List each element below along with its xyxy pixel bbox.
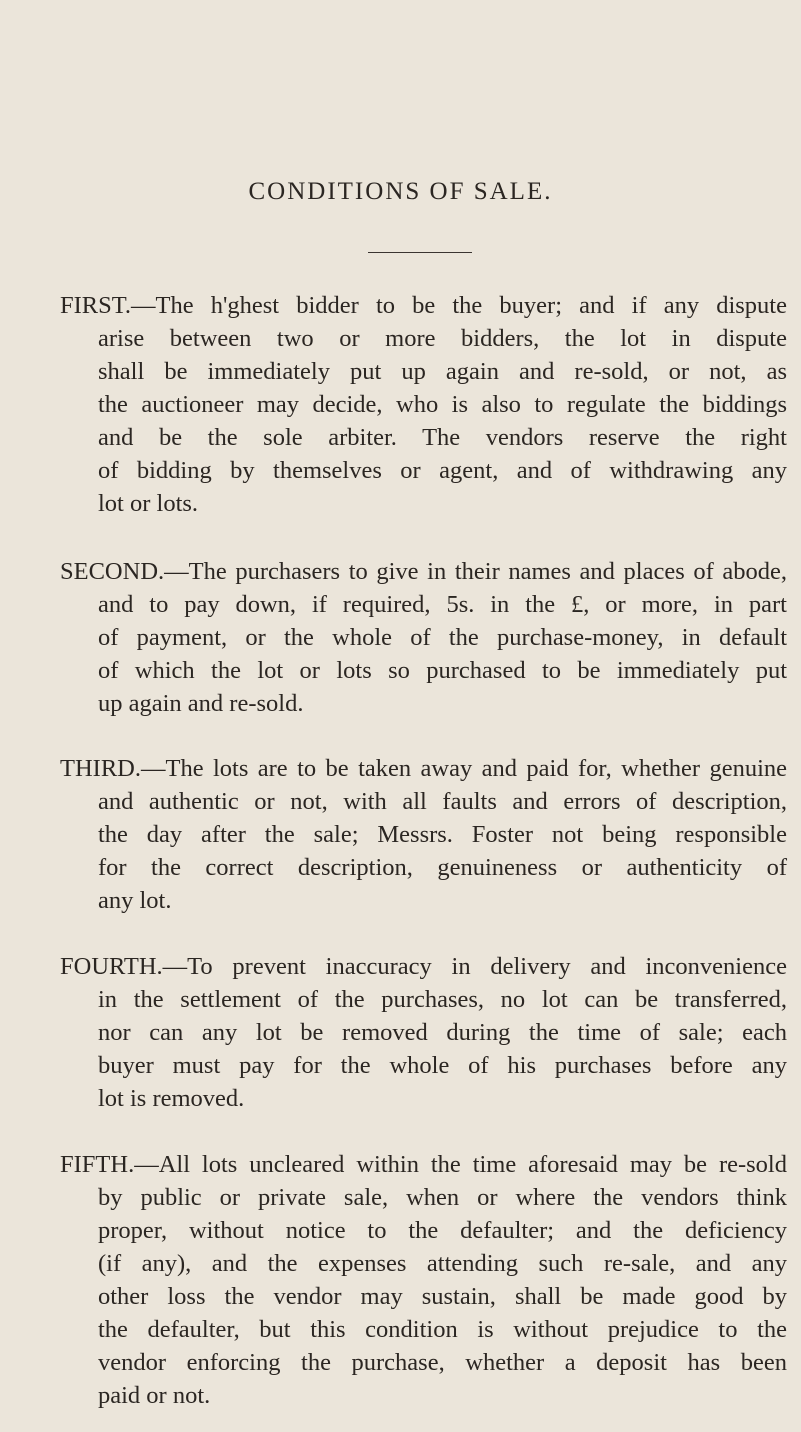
title-divider bbox=[368, 252, 472, 253]
condition-second-line-5: up again and re-sold. bbox=[98, 690, 304, 717]
condition-first-line-4: the auctioneer may decide, who is also to regulate the biddings bbox=[98, 391, 787, 418]
condition-fifth-line-7: vendor enforcing the purchase, whether a deposit has been bbox=[98, 1349, 787, 1376]
condition-fifth-line-1: FIFTH.—All lots uncleared within the time aforesaid may be re-sold bbox=[60, 1151, 787, 1178]
condition-fifth-line-3: proper, without notice to the defaulter; and the deficiency bbox=[98, 1217, 787, 1244]
condition-third-line-4: for the correct description, genuineness or authenticity of bbox=[98, 854, 787, 881]
condition-first-line-6: of bidding by themselves or agent, and of withdrawing any bbox=[98, 457, 787, 484]
condition-third-line-2: and authentic or not, with all faults and errors of description, bbox=[98, 788, 787, 815]
condition-fourth-line-5: lot is removed. bbox=[98, 1085, 245, 1112]
condition-fourth-line-4: buyer must pay for the whole of his purchases before any bbox=[98, 1052, 787, 1079]
condition-second-line-1: SECOND.—The purchasers to give in their names and places of abode, bbox=[60, 558, 787, 585]
condition-fourth-line-2: in the settlement of the purchases, no lot can be transferred, bbox=[98, 986, 787, 1013]
condition-first-line-3: shall be immediately put up again and re-sold, or not, as bbox=[98, 358, 787, 385]
condition-second-line-2 bbox=[0, 588, 801, 622]
condition-first-line-7: lot or lots. bbox=[98, 490, 199, 517]
condition-third-line-3: the day after the sale; Messrs. Foster not being responsible bbox=[98, 821, 787, 848]
condition-third-line-5: any lot. bbox=[98, 887, 172, 914]
condition-fourth-line-3: nor can any lot be removed during the time of sale; each bbox=[98, 1019, 787, 1046]
condition-second-line-3: of payment, or the whole of the purchase-money, in default bbox=[98, 624, 787, 651]
condition-first-line-1: FIRST.—The h'ghest bidder to be the buyer; and if any dispute bbox=[60, 292, 787, 319]
condition-fourth-line-1: FOURTH.—To prevent inaccuracy in delivery and inconvenience bbox=[60, 953, 787, 980]
condition-fifth-line-5: other loss the vendor may sustain, shall be made good by bbox=[98, 1283, 787, 1310]
condition-first-line-5: and be the sole arbiter. The vendors reserve the right bbox=[98, 424, 787, 451]
condition-fifth-line-2: by public or private sale, when or where the vendors think bbox=[98, 1184, 787, 1211]
condition-fifth-line-8: paid or not. bbox=[98, 1382, 211, 1409]
condition-third-line-1: THIRD.—The lots are to be taken away and paid for, whether genuine bbox=[60, 755, 787, 782]
condition-first-line-2: arise between two or more bidders, the lot in dispute bbox=[98, 325, 787, 352]
condition-second-line-4: of which the lot or lots so purchased to be immediately put bbox=[98, 657, 787, 684]
page-title: CONDITIONS OF SALE. bbox=[248, 178, 553, 205]
condition-second-line-2-text: and to pay down, if required, 5s. in the £, or more, in part bbox=[98, 591, 787, 618]
condition-fifth-line-4: (if any), and the expenses attending such re-sale, and any bbox=[98, 1250, 787, 1277]
condition-fifth-line-6: the defaulter, but this condition is without prejudice to the bbox=[98, 1316, 787, 1343]
